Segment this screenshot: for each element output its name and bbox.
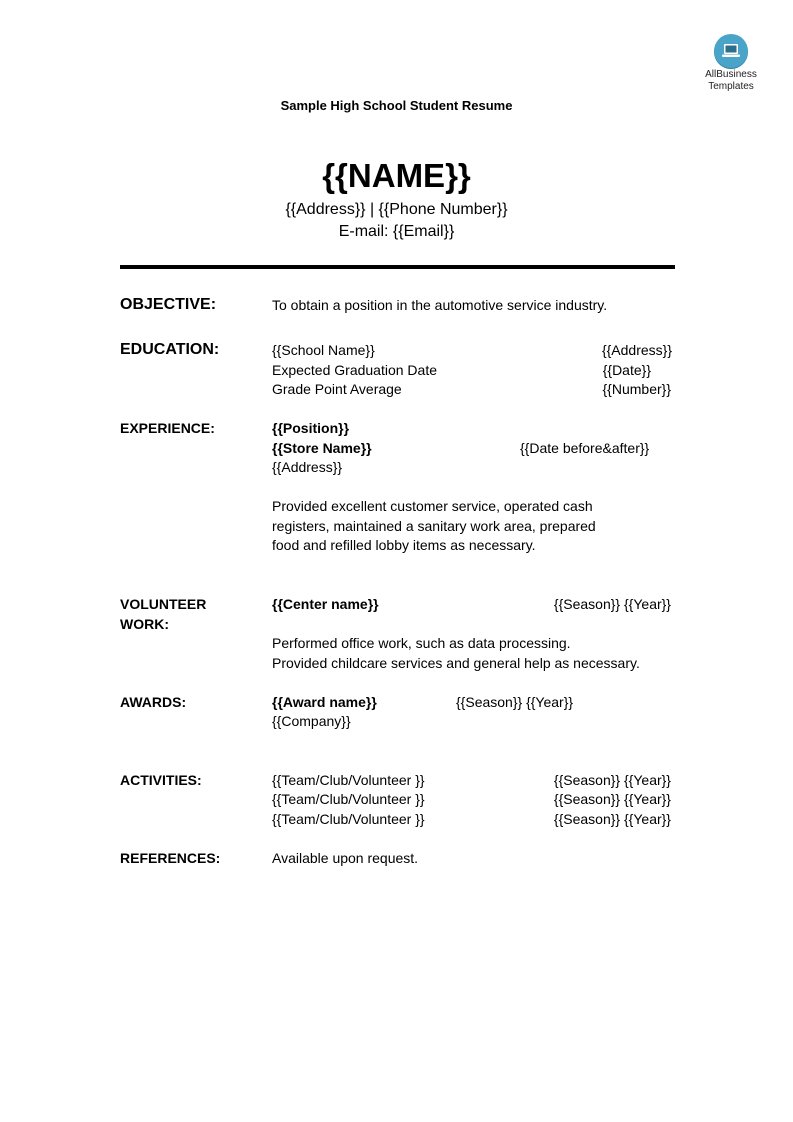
- experience-desc-line2: registers, maintained a sanitary work area, prepared: [272, 518, 596, 534]
- award-name: {{Award name}}: [272, 694, 377, 710]
- activity-item: {{Team/Club/Volunteer }}: [272, 772, 425, 788]
- experience-desc-line1: Provided excellent customer service, operated cash: [272, 498, 593, 514]
- education-gpa-label: Grade Point Average: [272, 381, 402, 397]
- volunteer-label-line2: WORK:: [120, 616, 169, 632]
- activity-season-year: {{Season}} {{Year}}: [553, 811, 671, 827]
- education-gpa-value: {{Number}}: [602, 381, 671, 397]
- experience-address: {{Address}}: [272, 459, 343, 475]
- allbusiness-logo[interactable]: [700, 34, 762, 92]
- laptop-icon: [714, 34, 748, 68]
- award-company: {{Company}}: [272, 713, 351, 729]
- activity-season-year: {{Season}} {{Year}}: [553, 772, 671, 788]
- award-season-year: {{Season}} {{Year}}: [456, 694, 574, 710]
- education-grad-date: {{Date}}: [602, 362, 651, 378]
- education-address: {{Address}}: [601, 342, 672, 358]
- volunteer-center: {{Center name}}: [272, 596, 379, 612]
- education-label: EDUCATION:: [120, 341, 220, 358]
- logo-text-line2: Templates: [708, 81, 754, 92]
- experience-desc-line3: food and refilled lobby items as necessary.: [272, 537, 536, 553]
- address-phone: {{Address}} | {{Phone Number}}: [285, 201, 508, 218]
- header-divider: [120, 265, 675, 269]
- volunteer-desc-line2: Provided childcare services and general help as necessary.: [272, 655, 640, 671]
- references-label: REFERENCES:: [120, 850, 221, 866]
- experience-position: {{Position}}: [272, 420, 350, 436]
- experience-label: EXPERIENCE:: [120, 420, 215, 436]
- activity-season-year: {{Season}} {{Year}}: [553, 791, 671, 807]
- activities-label: ACTIVITIES:: [120, 772, 202, 788]
- awards-label: AWARDS:: [120, 694, 187, 710]
- contact-block: [0, 199, 793, 243]
- experience-store: {{Store Name}}: [272, 440, 372, 456]
- objective-label: OBJECTIVE:: [120, 296, 217, 313]
- document-title: Sample High School Student Resume: [280, 98, 513, 113]
- candidate-name: {{NAME}}: [322, 157, 471, 194]
- objective-text: To obtain a position in the automotive service industry.: [272, 297, 608, 313]
- experience-dates: {{Date before&after}}: [520, 440, 650, 456]
- logo-text-line1: AllBusiness: [705, 69, 757, 80]
- education-school: {{School Name}}: [272, 342, 375, 358]
- volunteer-season-year: {{Season}} {{Year}}: [553, 596, 671, 612]
- email-line: E-mail: {{Email}}: [338, 223, 455, 240]
- volunteer-label-line1: VOLUNTEER: [120, 596, 207, 612]
- volunteer-desc-line1: Performed office work, such as data processing.: [272, 635, 571, 651]
- activity-item: {{Team/Club/Volunteer }}: [272, 791, 425, 807]
- education-grad-label: Expected Graduation Date: [272, 362, 437, 378]
- activity-item: {{Team/Club/Volunteer }}: [272, 811, 425, 827]
- references-text: Available upon request.: [272, 850, 419, 866]
